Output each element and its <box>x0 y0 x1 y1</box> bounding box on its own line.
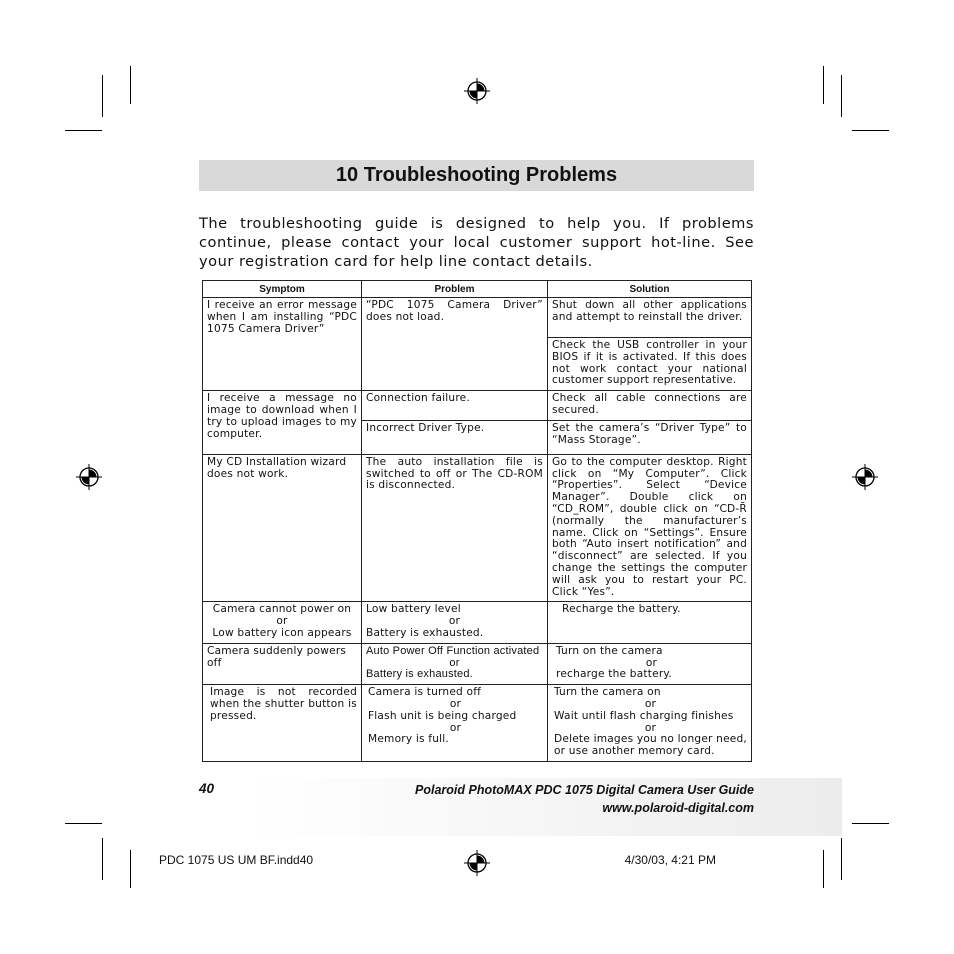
solution-cell: Check the USB controller in your BIOS if it is activated. If this does not work contact your national customer support representative. <box>548 338 752 391</box>
cell-line: Wait until flash charging finishes <box>554 709 734 722</box>
cell-line: or <box>644 721 657 734</box>
crop-mark-icon <box>130 850 131 888</box>
solution-cell: Shut down all other applications and attempt to reinstall the driver. <box>548 298 752 338</box>
cell-line: or <box>449 656 460 669</box>
cell-line: Turn on the camera <box>556 644 663 657</box>
problem-cell <box>362 685 548 762</box>
crop-mark-icon <box>102 75 103 117</box>
solution-cell: Recharge the battery. <box>548 602 752 643</box>
crop-mark-icon <box>841 838 842 880</box>
header-problem: Problem <box>362 281 548 298</box>
solution-cell: Go to the computer desktop. Right click on “My Computer”. Click “Properties”. Select “Device Manager”. Double click on “CD_ROM”, double click on “CD-R̄ (normally the manufacturer’s name. Click on “Settings”. Ensure both “Auto insert notification” and “disconnect” are selected. If you change the settings the computer will ask you to restart your PC. Click “Yes”. <box>548 454 752 602</box>
table-row <box>203 298 752 338</box>
crop-mark-icon <box>65 823 102 824</box>
table-row <box>203 685 752 762</box>
problem-cell: The auto installation file is switched to off or The CD-ROM is disconnected. <box>362 454 548 602</box>
cell-line: Turn the camera on <box>554 686 661 699</box>
registration-mark-icon <box>464 850 490 876</box>
crop-mark-icon <box>65 130 102 131</box>
problem-cell: Connection failure. <box>362 391 548 421</box>
solution-cell <box>548 685 752 762</box>
page-title: 10 Troubleshooting Problems <box>335 164 618 186</box>
table-header-row <box>203 281 752 298</box>
crop-mark-icon <box>130 66 131 104</box>
cell-line: Camera is turned off <box>368 686 482 699</box>
intro-paragraph: The troubleshooting guide is designed to help you. If problems continue, please contact your local customer support hot-line. See your registration card for help line contact details. <box>199 215 754 270</box>
title-band <box>199 160 754 191</box>
problem-cell <box>362 602 548 643</box>
symptom-cell: I receive an error message when I am installing “PDC 1075 Camera Driver” <box>203 298 362 391</box>
symptom-cell: Image is not recorded when the shutter button is pressed. <box>203 685 362 762</box>
symptom-cell <box>203 602 362 643</box>
cell-line: or <box>644 697 657 710</box>
cell-line: Delete images you no longer need, or use another memory card. <box>554 733 747 758</box>
footer-url: www.polaroid-digital.com <box>602 801 754 815</box>
cell-line: or <box>448 615 461 628</box>
cell-line: Camera cannot power on <box>212 603 352 616</box>
header-solution: Solution <box>548 281 752 298</box>
cell-line: Low battery icon appears <box>212 626 352 639</box>
symptom-cell: Camera suddenly powers off <box>203 643 362 684</box>
table-row <box>203 643 752 684</box>
footer-guide-title: Polaroid PhotoMAX PDC 1075 Digital Camera User Guide <box>415 783 754 797</box>
cell-line: or <box>276 615 288 628</box>
crop-mark-icon <box>852 130 889 131</box>
table-row <box>203 454 752 602</box>
solution-cell <box>548 643 752 684</box>
page-number: 40 <box>199 781 215 796</box>
crop-mark-icon <box>102 838 103 880</box>
cell-line: or <box>449 697 462 710</box>
problem-cell: Incorrect Driver Type. <box>362 420 548 454</box>
symptom-cell: My CD Installation wizard does not work. <box>203 454 362 602</box>
cell-line: Flash unit is being charged <box>368 709 517 722</box>
crop-mark-icon <box>852 823 889 824</box>
registration-mark-icon <box>464 78 490 104</box>
table-row <box>203 391 752 421</box>
cell-line: Auto Power Off Function activated <box>366 644 540 657</box>
slug-file-name: PDC 1075 US UM BF.indd40 <box>159 853 314 867</box>
solution-cell: Check all cable connections are secured. <box>548 391 752 421</box>
crop-mark-icon <box>823 66 824 104</box>
registration-mark-icon <box>852 464 878 490</box>
cell-line: or <box>449 721 462 734</box>
crop-mark-icon <box>841 75 842 117</box>
cell-line: recharge the battery. <box>556 668 672 681</box>
problem-cell: “PDC 1075 Camera Driver” does not load. <box>362 298 548 391</box>
cell-line: Memory is full. <box>368 733 449 746</box>
slug-date: 4/30/03, 4:21 PM <box>624 853 716 867</box>
problem-cell <box>362 643 548 684</box>
registration-mark-icon <box>76 464 102 490</box>
cell-line: or <box>645 656 658 669</box>
cell-line: Battery is exhausted. <box>366 626 484 639</box>
table-row <box>203 602 752 643</box>
cell-line: Low battery level <box>366 603 461 616</box>
crop-mark-icon <box>823 850 824 888</box>
solution-cell: Set the camera’s “Driver Type” to “Mass Storage”. <box>548 420 752 454</box>
header-symptom: Symptom <box>203 281 362 298</box>
troubleshooting-table <box>202 280 752 762</box>
symptom-cell: I receive a message no image to download when I try to upload images to my computer. <box>203 391 362 455</box>
cell-line: Battery is exhausted. <box>366 668 473 681</box>
